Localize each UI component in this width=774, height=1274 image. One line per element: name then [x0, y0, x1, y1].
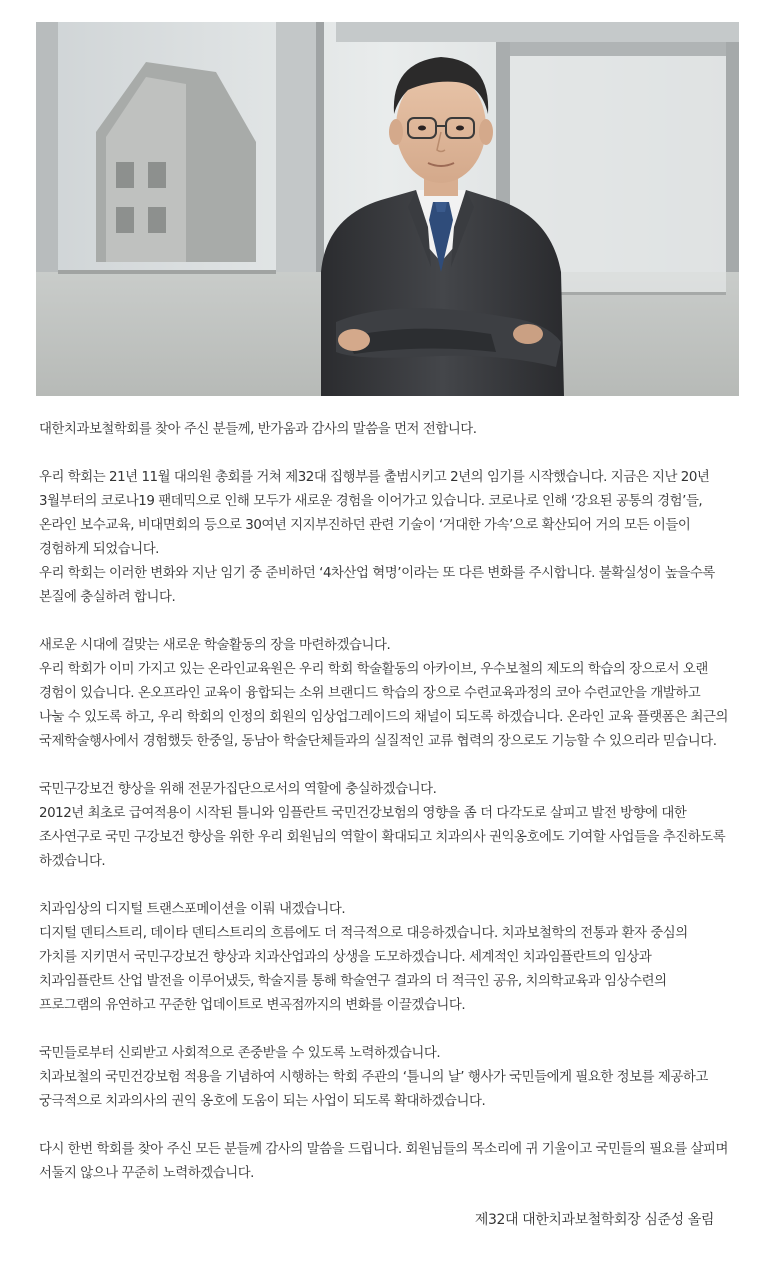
text-line: 우리 학회가 이미 가지고 있는 온라인교육원은 우리 학회 학술활동의 아카이브, 우수보철의 제도의 학습의 장으로서 오랜 경험이 있습니다. 온오프라인 교육이 융합되는 소위 브랜디드 학습의 장으로 수련교육과정의 코아 수련교안을 개발하고 나눌 수 있도록 하고, 우리 학회의 인정의 회원의 임상업그레이드의 채널이 되도록 하겠습니다. 온라인 교육 플랫폼은 최근의 국제학술행사에서 경험했듯 한중일, 동남아 학술단체들과의 실질적인 교류 협력의 장으로도 기능할 수 있으리라 믿습니다.	[39, 662, 728, 749]
text-line: 2012년 최초로 급여적용이 시작된 틀니와 임플란트 국민건강보험의 영향을 좀 더 다각도로 살피고 발전 방향에 대한 조사연구로 국민 구강보건 향상을 위한 우리 회원님의 역할이 확대되고 치과의사 권익옹호에도 기여할 사업들을 추진하도록 하겠습니다.	[39, 806, 726, 869]
text-line: 우리 학회는 21년 11월 대의원 총회를 거쳐 제32대 집행부를 출범시키고 2년의 임기를 시작했습니다. 지금은 지난 20년 3월부터의 코로나19 팬데믹으로 인해 모두가 새로운 경험을 이어가고 있습니다. 코로나로 인해 ‘강요된 공통의 경험’들, 온라인 보수교육, 비대면회의 등으로 30여년 지지부진하던 관련 기술이 ‘거대한 가속’으로 확산되어 거의 모든 이들이 경험하게 되었습니다.	[39, 470, 710, 557]
paragraph-term-start	[39, 466, 729, 610]
paragraph-public-trust	[39, 1042, 729, 1114]
paragraph-public-oral-health	[39, 778, 729, 874]
text-line: 우리 학회는 이러한 변화와 지난 임기 중 준비하던 ‘4차산업 혁명’이라는 또 다른 변화를 주시합니다. 불확실성이 높을수록 본질에 충실하려 합니다.	[39, 566, 715, 605]
text-line: 다시 한번 학회를 찾아 주신 모든 분들께 감사의 말씀을 드립니다. 회원님들의 목소리에 귀 기울이고 국민들의 필요를 살피며 서둘지 않으나 꾸준히 노력하겠습니다.	[39, 1142, 728, 1181]
president-portrait-photo	[36, 22, 739, 396]
text-line: 대한치과보철학회를 찾아 주신 분들께, 반가움과 감사의 말씀을 먼저 전합니다.	[39, 422, 477, 437]
signature: 제32대 대한치과보철학회장 심준성 올림	[474, 1212, 714, 1228]
paragraph-academic-activities	[39, 634, 729, 754]
text-line: 치과보철의 국민건강보험 적용을 기념하여 시행하는 학회 주관의 ‘틀니의 날’ 행사가 국민들에게 필요한 정보를 제공하고 궁극적으로 치과의사의 권익 옹호에 도움이 되는 사업이 되도록 확대하겠습니다.	[39, 1070, 708, 1109]
text-line: 디지털 덴티스트리, 데이타 덴티스트리의 흐름에도 더 적극적으로 대응하겠습니다. 치과보철학의 전통과 환자 중심의 가치를 지키면서 국민구강보건 향상과 치과산업과의 상생을 도모하겠습니다. 세계적인 치과임플란트의 임상과 치과임플란트 산업 발전을 이루어냈듯, 학술지를 통해 학술연구 결과의 더 적극인 공유, 치의학교육과 임상수련의 프로그램의 유연하고 꾸준한 업데이트로 변곡점까지의 변화를 이끌겠습니다.	[39, 926, 688, 1013]
paragraph-digital-transformation	[39, 898, 729, 1018]
portrait-illustration	[36, 22, 739, 396]
text-line: 새로운 시대에 걸맞는 새로운 학술활동의 장을 마련하겠습니다.	[39, 638, 391, 653]
greeting-message	[39, 418, 729, 1210]
text-line: 치과임상의 디지털 트랜스포메이션을 이뤄 내겠습니다.	[39, 902, 346, 917]
paragraph-closing	[39, 1138, 729, 1186]
paragraph-intro	[39, 418, 729, 442]
text-line: 국민구강보건 향상을 위해 전문가집단으로서의 역할에 충실하겠습니다.	[39, 782, 437, 797]
text-line: 국민들로부터 신뢰받고 사회적으로 존중받을 수 있도록 노력하겠습니다.	[39, 1046, 441, 1061]
